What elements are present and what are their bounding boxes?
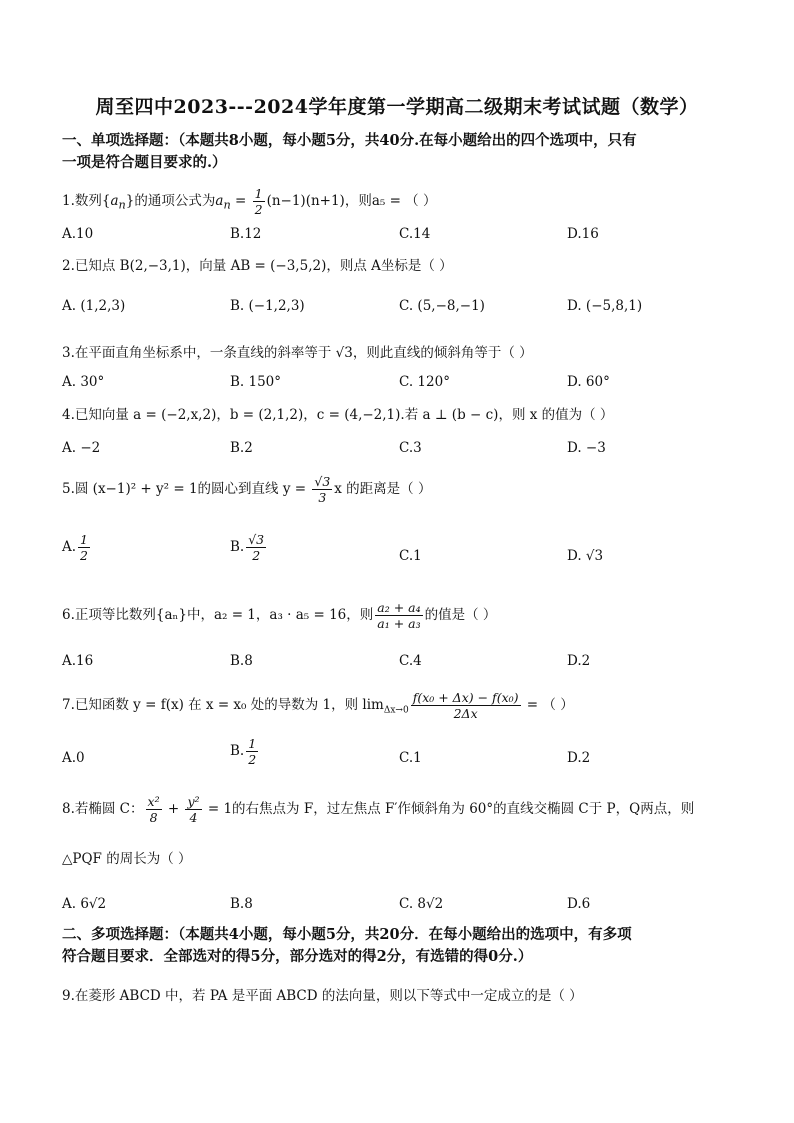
question-8-options xyxy=(62,896,742,918)
question-5: 5.圆 (x−1)² + y² = 1的圆心到直线 y = $\frac{√3}{3}$ x 的距离是（ ） xyxy=(62,474,432,505)
option-d[interactable]: D.6 xyxy=(567,896,591,912)
section-2-heading: 二、多项选择题：（本题共4小题，每小题5分，共20分．在每小题给出的选项中，有多项 符合题目要求．全部选对的得5分，部分选对的得2分，有选错的得0分.） xyxy=(62,926,632,965)
question-7-options xyxy=(62,736,742,768)
option-c[interactable]: C. (5,−8,−1) xyxy=(399,298,485,314)
option-c[interactable]: C.1 xyxy=(399,548,422,564)
question-1: 1.数列$\{a_n\}$的通项公式为$a_n$ = $\frac{1}{2}$ (n−1)(n+1)，则a₅ = （ ） xyxy=(62,186,437,217)
option-c[interactable]: C. 120° xyxy=(399,374,450,390)
question-3-options xyxy=(62,374,742,396)
option-a[interactable]: A. 30° xyxy=(62,374,105,390)
option-a[interactable]: A.16 xyxy=(62,653,94,669)
fraction: $\frac{\text{x²}}{8}$ xyxy=(147,794,160,825)
question-4: 4.已知向量 a = (−2,x,2)，b = (2,1,2)，c = (4,−2,1).若 a ⊥ (b − c)，则 x 的值为（ ） xyxy=(62,407,614,423)
fraction: $\frac{\text{a₂ + a₄}}{\text{a₁ + a₃}}$ xyxy=(377,600,421,631)
fraction: $\frac{1}{2}$ xyxy=(80,532,88,563)
exam-title: 周至四中2023---2024学年度第一学期高二级期末考试试题（数学） xyxy=(95,96,699,118)
option-c[interactable]: C.14 xyxy=(399,226,431,242)
option-a[interactable]: A.0 xyxy=(62,750,85,766)
option-a[interactable]: A. −2 xyxy=(62,440,101,456)
option-b[interactable]: B.12 xyxy=(230,226,262,242)
option-a[interactable]: A. (1,2,3) xyxy=(62,298,126,314)
fraction: $\frac{√3}{3}$ xyxy=(314,474,331,505)
question-5-options xyxy=(62,532,742,564)
fraction: $\frac{1}{2}$ xyxy=(248,736,257,767)
option-b[interactable]: B. 150° xyxy=(230,374,282,390)
option-a[interactable]: A.10 xyxy=(62,226,94,242)
option-b[interactable]: B. $\frac{√3}{2}$ xyxy=(230,532,265,563)
option-d[interactable]: D.2 xyxy=(567,750,591,766)
question-4-options xyxy=(62,440,742,462)
option-d[interactable]: D. (−5,8,1) xyxy=(567,298,643,314)
question-8: 8.若椭圆 C： $\frac{\text{x²}}{8}$ + $\frac{\text{y²}}{4}$ = 1的右焦点为 F，过左焦点 F′作倾斜角为 60°的直线交椭圆 C于 P，Q两点，则 xyxy=(62,794,695,825)
option-b[interactable]: B.8 xyxy=(230,896,253,912)
fraction: $\frac{√3}{2}$ xyxy=(248,532,265,563)
question-8-line-2: △PQF 的周长为（ ） xyxy=(62,851,192,867)
question-2-options xyxy=(62,298,742,320)
option-d[interactable]: D.16 xyxy=(567,226,599,242)
option-c[interactable]: C.1 xyxy=(399,750,422,766)
option-d[interactable]: D. √3 xyxy=(567,548,604,564)
option-a[interactable]: A. $\frac{1}{2}$ xyxy=(62,532,88,563)
option-d[interactable]: D.2 xyxy=(567,653,591,669)
question-1-options xyxy=(62,226,742,248)
question-3: 3.在平面直角坐标系中，一条直线的斜率等于 √3，则此直线的倾斜角等于（ ） xyxy=(62,345,533,361)
option-b[interactable]: B.2 xyxy=(230,440,253,456)
option-b[interactable]: B. (−1,2,3) xyxy=(230,298,305,314)
option-a[interactable]: A. 6√2 xyxy=(62,896,107,912)
question-9: 9.在菱形 ABCD 中，若 PA 是平面 ABCD 的法向量，则以下等式中一定成立的是（ ） xyxy=(62,988,583,1004)
option-b[interactable]: B. $\frac{1}{2}$ xyxy=(230,736,257,767)
option-d[interactable]: D. 60° xyxy=(567,374,610,390)
option-b[interactable]: B.8 xyxy=(230,653,253,669)
section-1-heading: 一、单项选择题：（本题共8小题，每小题5分，共40分.在每小题给出的四个选项中，只有 一项是符合题目要求的.） xyxy=(62,132,637,171)
option-c[interactable]: C. 8√2 xyxy=(399,896,444,912)
fraction: $\frac{\text{f(x₀ + Δx) − f(x₀)}}{2\Delta x}$ xyxy=(412,690,519,721)
question-7: 7.已知函数 y = f(x) 在 x = x₀ 处的导数为 1，则 $\lim_{\Delta x\to 0}$ $\frac{\text{f(x₀ + Δx) − f(x₀)}}{2\Delta x}$ = （ ） xyxy=(62,690,574,721)
option-c[interactable]: C.4 xyxy=(399,653,422,669)
fraction: $\frac{\text{y²}}{4}$ xyxy=(187,794,200,825)
question-2: 2.已知点 B(2,−3,1)，向量 AB = (−3,5,2)，则点 A坐标是（ ） xyxy=(62,258,453,274)
question-6: 6.正项等比数列{aₙ}中，a₂ = 1，a₃ · a₅ = 16，则 $\frac{\text{a₂ + a₄}}{\text{a₁ + a₃}}$ 的值是（ ） xyxy=(62,600,497,631)
fraction: $\frac{1}{2}$ xyxy=(254,186,263,217)
option-d[interactable]: D. −3 xyxy=(567,440,606,456)
option-c[interactable]: C.3 xyxy=(399,440,422,456)
question-6-options xyxy=(62,653,742,675)
